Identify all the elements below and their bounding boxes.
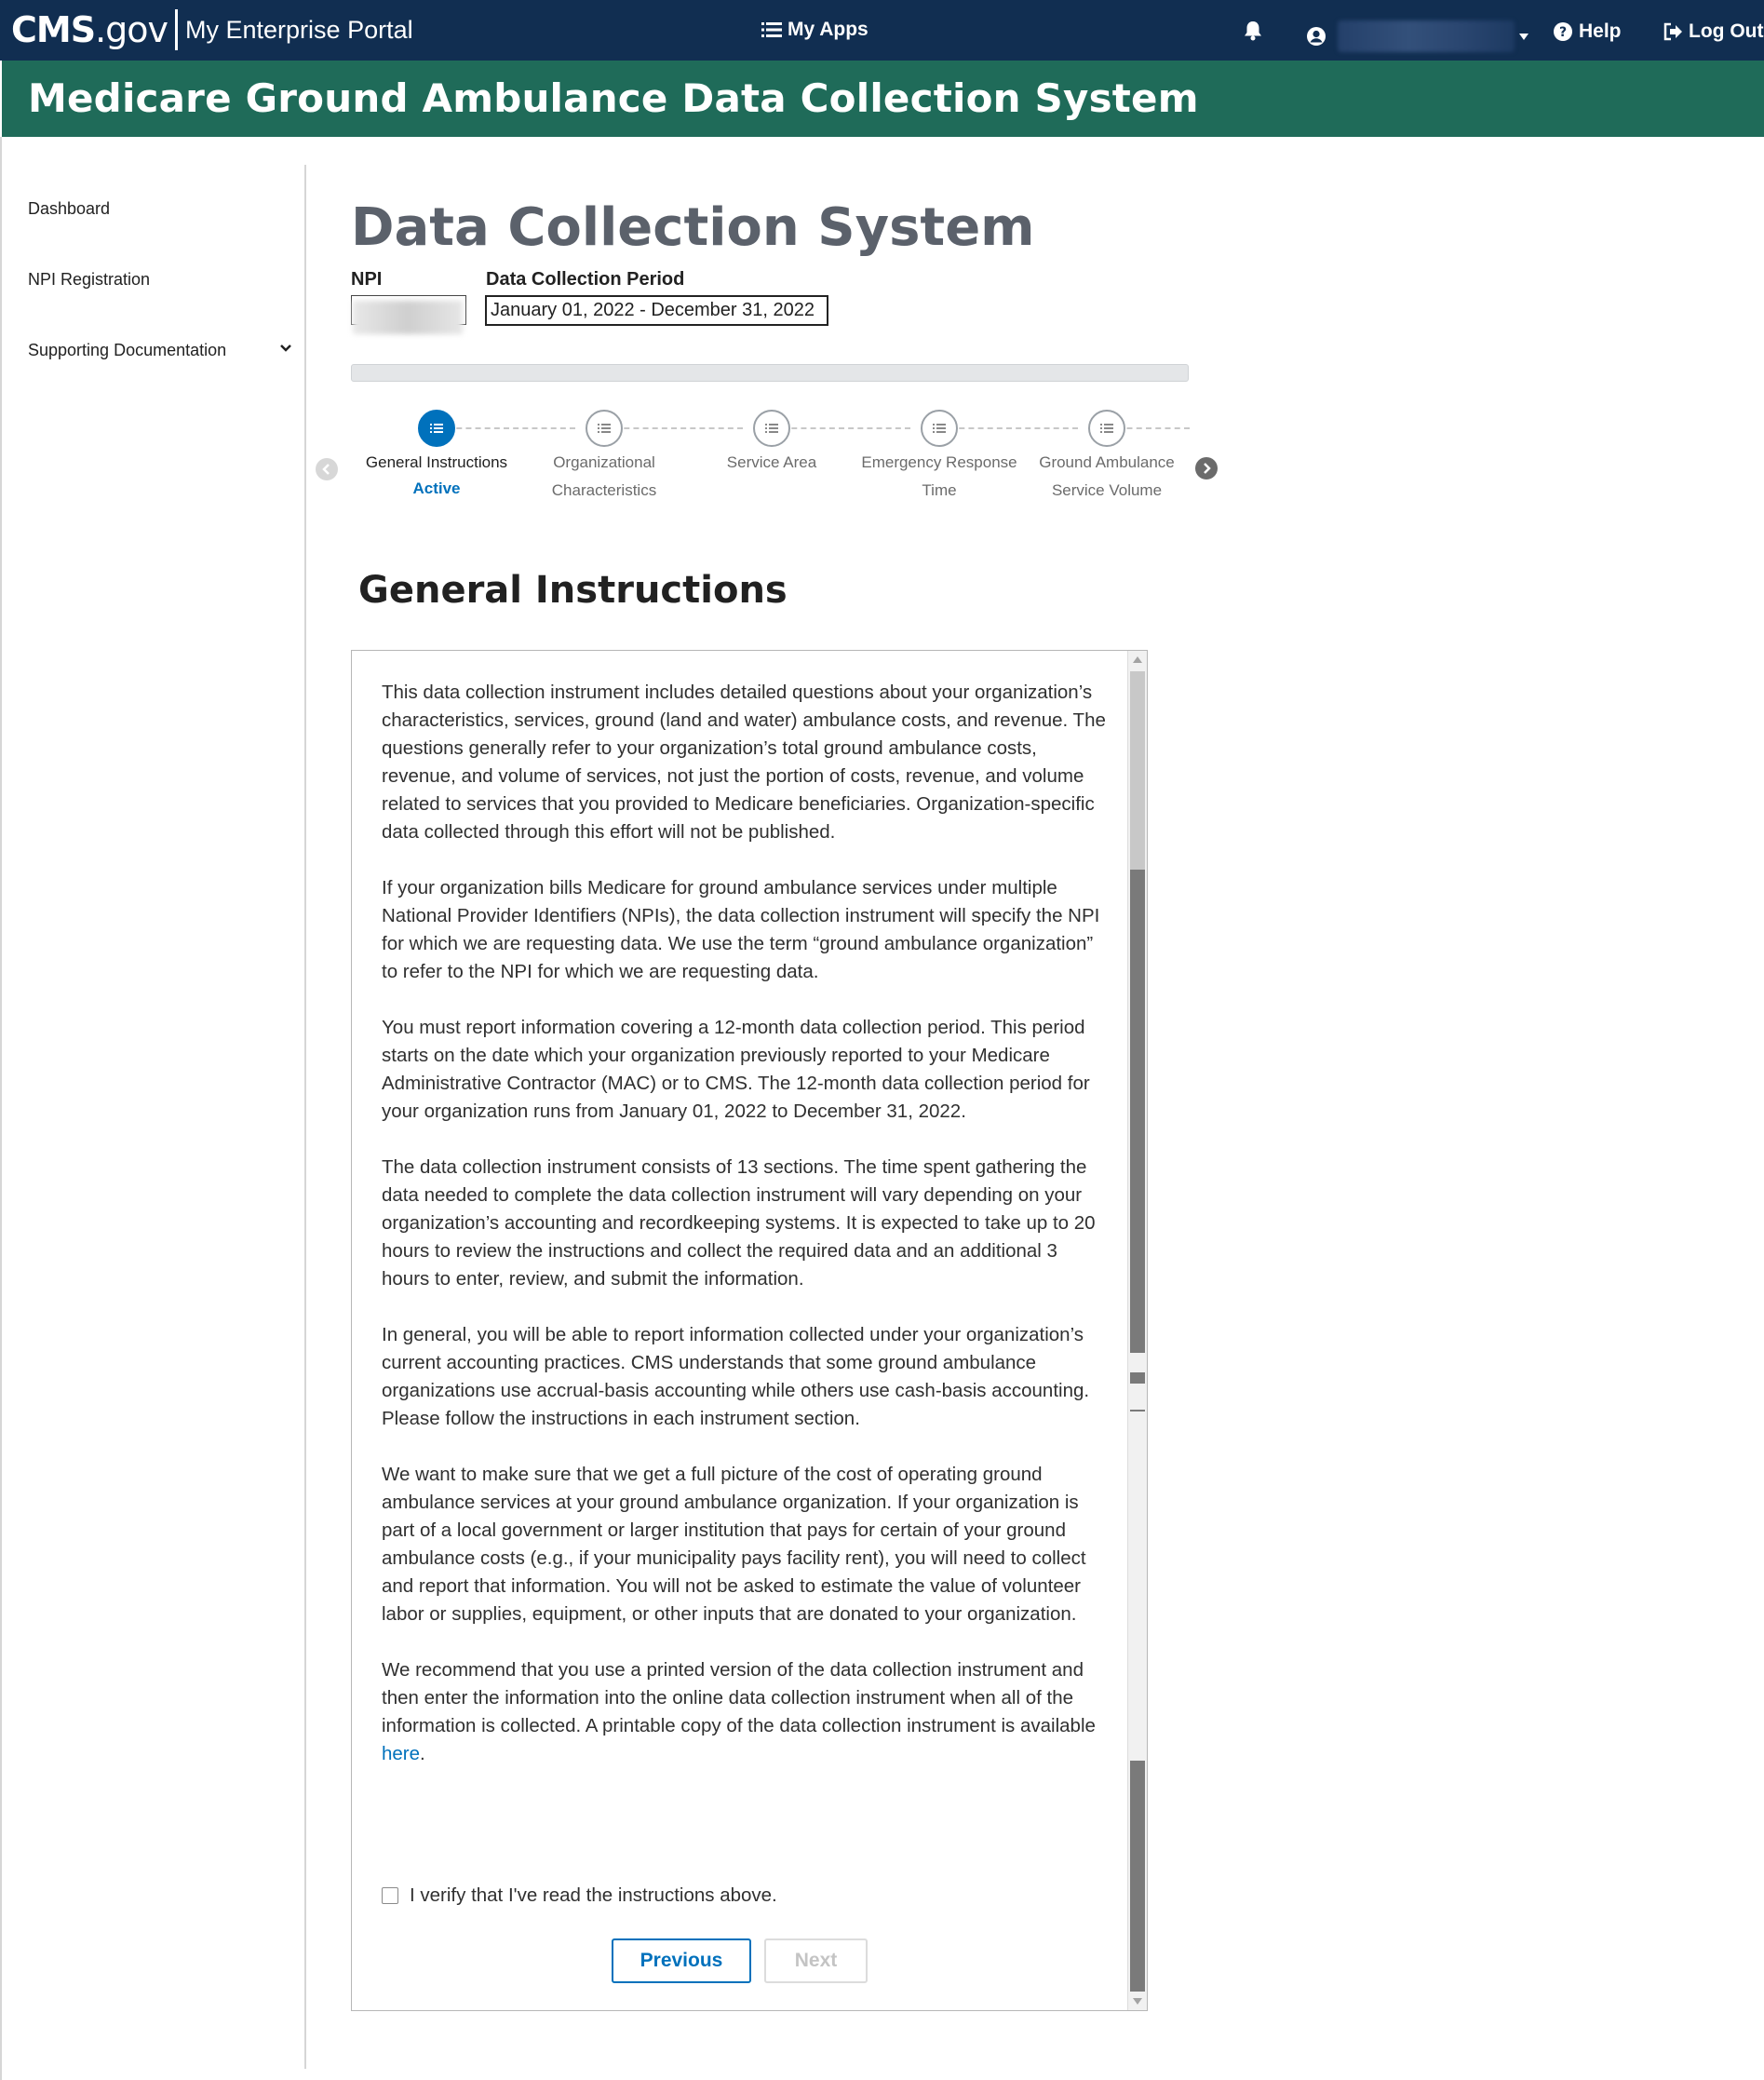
verify-label: I verify that I've read the instructions above. (410, 1884, 777, 1906)
data-collection-period-field: January 01, 2022 - December 31, 2022 (485, 295, 828, 326)
list-icon (765, 423, 778, 434)
step-service-area[interactable] (683, 402, 860, 477)
list-icon (933, 423, 946, 434)
progress-bar (351, 364, 1189, 382)
step-circle (418, 410, 455, 447)
step-organizational-characteristics[interactable] (516, 402, 693, 505)
instructions-paragraph: We want to make sure that we get a full picture of the cost of operating ground ambulance services at your ground ambulance organization. If your organization is part of a local government or larger institution that pays for certain of your ground ambulance costs (e.g., if your municipality pays facility rent), you will need to collect and report that information. You will not be asked to estimate the value of volunteer labor or supplies, equipment, or other inputs that are donated to your organization. (382, 1464, 1086, 1625)
instructions-paragraph: In general, you will be able to report information collected under your organization’s current accounting practices. CMS understands that some ground ambulance organizations use accrual-basis accounting while others use cash-basis accounting. Please follow the instructions in each instrument section. (382, 1324, 1090, 1429)
npi-label: NPI (351, 269, 383, 290)
sign-out-icon (1663, 22, 1683, 41)
sidebar-item-supporting-documentation[interactable]: Supporting Documentation (28, 341, 227, 359)
sidebar-item-npi-registration[interactable]: NPI Registration (28, 270, 151, 289)
user-menu[interactable] (1306, 20, 1529, 52)
caret-down-icon (1518, 32, 1529, 41)
chevron-left-icon (322, 464, 331, 475)
step-general-instructions[interactable] (348, 402, 525, 501)
step-label-line2: Characteristics (551, 481, 657, 499)
instructions-paragraph: If your organization bills Medicare for ground ambulance services under multiple National Provider Identifiers (NPIs), the data collection instrument will specify the NPI for which we are requesting data. We use the term “ground ambulance organization” to refer to the NPI for which we are requesting data. (382, 877, 1100, 982)
step-label: Service Area (726, 453, 817, 471)
step-label: General Instructions (365, 453, 508, 471)
step-label: Ground Ambulance (1039, 453, 1175, 471)
my-apps-label: My Apps (788, 19, 869, 40)
verify-checkbox[interactable] (382, 1887, 398, 1904)
paragraph-end: . (420, 1743, 425, 1764)
step-circle (753, 410, 790, 447)
top-navigation-bar (0, 0, 1764, 61)
chevron-right-icon (1202, 463, 1211, 474)
scrollbar-marker (1130, 1372, 1145, 1384)
printable-copy-link[interactable]: here (382, 1743, 421, 1764)
brand[interactable] (11, 7, 413, 52)
help-link[interactable] (1553, 20, 1622, 43)
step-label: Organizational (553, 453, 655, 471)
step-label: Emergency Response (861, 453, 1017, 471)
scrollbar-thumb[interactable] (1130, 870, 1145, 1353)
list-icon (1100, 423, 1113, 434)
cms-logo-main: CMS (11, 9, 96, 50)
left-border (0, 137, 2, 2080)
sidebar-divider (304, 165, 306, 2069)
scrollbar-track (1130, 671, 1145, 870)
instructions-text (382, 679, 1108, 1796)
stepper-prev-arrow[interactable] (316, 458, 338, 480)
list-icon (430, 423, 443, 434)
instructions-paragraph: This data collection instrument includes detailed questions about your organization’s characteristics, services, ground (land and water) ambulance costs, and revenue. The questions generally refer to your organization’s total ground ambulance costs, revenue, and volume of services, not just the portion of costs, revenue, and volume related to services that you provided to Medicare beneficiaries. Organization-specific data collected through this effort will not be published. (382, 682, 1106, 843)
page-title: Data Collection System (351, 197, 1035, 258)
step-label-line2: Time (922, 481, 957, 499)
list-icon (598, 423, 611, 434)
portal-name: My Enterprise Portal (185, 15, 413, 44)
next-button[interactable]: Next (764, 1938, 868, 1983)
instructions-panel[interactable] (351, 650, 1148, 2011)
data-collection-period-label: Data Collection Period (486, 269, 685, 290)
scrollbar-thumb-lower[interactable] (1130, 1761, 1145, 1992)
step-circle (1088, 410, 1125, 447)
user-circle-icon (1306, 26, 1326, 47)
cms-logo[interactable] (11, 9, 168, 50)
sidebar-item-dashboard[interactable]: Dashboard (28, 199, 111, 218)
bell-icon (1244, 20, 1262, 41)
chevron-down-icon[interactable] (279, 344, 292, 353)
step-emergency-response-time[interactable] (851, 402, 1028, 505)
scroll-down-arrow[interactable] (1133, 1998, 1142, 2005)
question-circle-icon (1553, 21, 1573, 42)
verify-checkbox-row[interactable] (382, 1884, 777, 1907)
my-apps-menu[interactable] (761, 19, 869, 41)
step-label-line2: Service Volume (1051, 481, 1163, 499)
panel-scrollbar[interactable] (1127, 651, 1147, 2010)
step-circle (921, 410, 958, 447)
step-status: Active (412, 479, 461, 497)
step-circle (586, 410, 623, 447)
list-icon (761, 21, 782, 38)
logout-label: Log Out (1689, 20, 1764, 42)
redacted-username (1338, 20, 1515, 52)
app-title: Medicare Ground Ambulance Data Collection System (28, 75, 1199, 121)
cms-logo-suffix: .gov (95, 9, 168, 50)
instructions-paragraph: The data collection instrument consists of 13 sections. The time spent gathering the data needed to complete the data collection instrument will vary depending on your organization’s accounting and recordkeeping systems. It is expected to take up to 20 hours to review the instructions and collect the required data and an additional 3 hours to enter, review, and submit the information. (382, 1156, 1096, 1290)
help-label: Help (1579, 20, 1622, 42)
printable-copy-text: We recommend that you use a printed version of the data collection instrument and then enter the information into the online data collection instrument when all of the information is collected. A printable copy of the data collection instrument is available (382, 1659, 1096, 1736)
stepper-next-arrow[interactable] (1195, 457, 1218, 479)
brand-divider (175, 9, 178, 50)
section-title: General Instructions (358, 569, 788, 612)
scroll-up-arrow[interactable] (1133, 656, 1142, 663)
previous-button[interactable]: Previous (612, 1938, 751, 1983)
notifications-button[interactable] (1244, 20, 1262, 46)
instructions-paragraph (382, 1656, 1108, 1768)
scrollbar-marker (1130, 1410, 1145, 1411)
redacted-npi (353, 301, 463, 334)
svg-text:?: ? (1558, 25, 1568, 40)
logout-link[interactable] (1663, 20, 1763, 43)
instructions-paragraph: You must report information covering a 12-month data collection period. This period starts on the date which your organization previously reported to your Medicare Administrative Contractor (MAC) or to CMS. The 12-month data collection period for your organization runs from January 01, 2022 to December 31, 2022. (382, 1017, 1090, 1122)
app-title-bar (2, 61, 1764, 137)
step-ground-ambulance-service-volume[interactable] (1018, 402, 1195, 505)
